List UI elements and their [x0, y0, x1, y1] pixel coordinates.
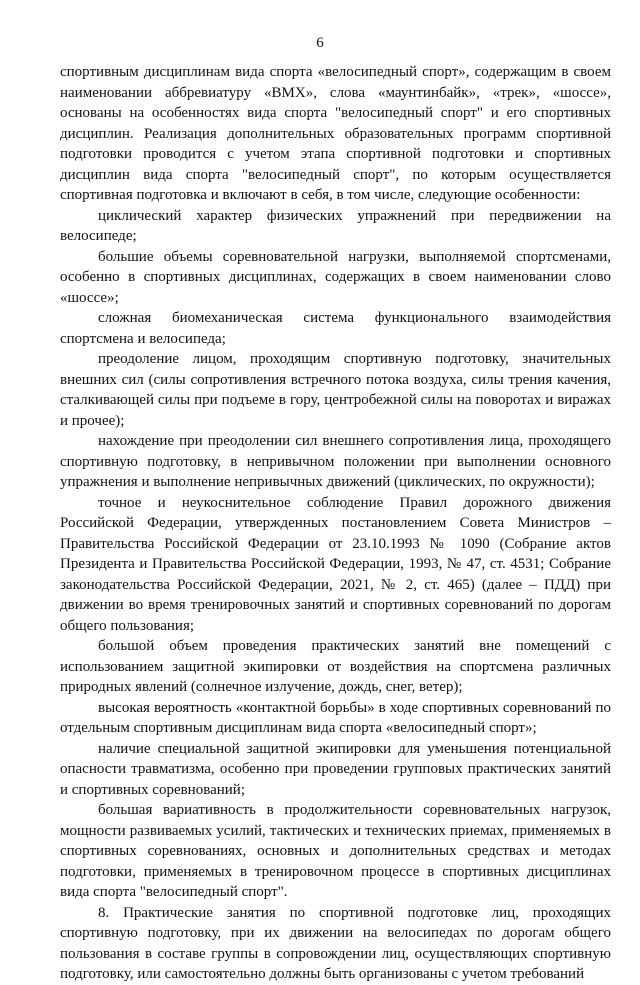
- paragraph-cyclic-character: циклический характер физических упражнений при передвижении на велосипеде;: [60, 207, 611, 244]
- paragraph-traffic-rules: точное и неукоснительное соблюдение Правил дорожного движения Российской Федерации, утвержденных постановлением Совета Министров – Правительства Российской Федерации от 23.10.1993 № 1090 (Собрание актов Президента и Правительства Российской Федерации, 1993, № 47, ст. 4531; Собрание законодательства Российской Федерации, 2021, № 2, ст. 465) (далее – ПДД) при движении во время тренировочных занятий и спортивных соревнований по дорогам общего пользования;: [60, 494, 611, 634]
- paragraph-outdoor-sessions: большой объем проведения практических занятий вне помещений с использованием защитной экипировки от воздействия на спортсмена различных природных явлений (солнечное излучение, дождь, снег, ветер);: [60, 638, 611, 695]
- paragraph-section-8: 8. Практические занятия по спортивной подготовке лиц, проходящих спортивную подготовку, при их движении на велосипедах по дорогам общего пользования в составе группы в сопровождении лиц, осуществляющих спортивную подготовку, или самостоятельно должны быть организованы с учетом требований: [60, 904, 611, 982]
- paragraph-biomechanical-system: сложная биомеханическая система функционального взаимодействия спортсмена и велосипеда;: [60, 310, 611, 347]
- paragraph-unusual-position: нахождение при преодолении сил внешнего сопротивления лица, проходящего спортивную подготовку, в непривычном положении при выполнении основного упражнения и выполнение непривычных движений (циклических, по окружности);: [60, 433, 611, 490]
- paragraph-competitive-load: большие объемы соревновательной нагрузки, выполняемой спортсменами, особенно в спортивных дисциплинах, содержащих в своем наименовании слово «шоссе»;: [60, 248, 611, 306]
- document-body: [60, 62, 611, 985]
- paragraph-external-forces: преодоление лицом, проходящим спортивную подготовку, значительных внешних сил (силы сопротивления встречного потока воздуха, силы трения качения, сталкивающей силы при подъеме в гору, центробежной силы на поворотах и виражах и прочее);: [60, 351, 611, 429]
- paragraph-protective-equipment: наличие специальной защитной экипировки для уменьшения потенциальной опасности травматизма, особенно при проведении групповых практических занятий и спортивных соревнований;: [60, 740, 611, 798]
- paragraph-continuation: спортивным дисциплинам вида спорта «велосипедный спорт», содержащим в своем наименовании аббревиатуру «BMX», слова «маунтинбайк», «трек», «шоссе», основаны на особенностях вида спорта "велосипедный спорт" и его спортивных дисциплин. Реализация дополнительных образовательных программ спортивной подготовки проводится с учетом этапа спортивной подготовки и спортивных дисциплин вида спорта "велосипедный спорт", по которым осуществляется спортивная подготовка и включают в себя, в том числе, следующие особенности:: [60, 64, 611, 203]
- paragraph-variability: большая вариативность в продолжительности соревновательных нагрузок, мощности развиваемых усилий, тактических и технических приемах, применяемых в спортивных соревнованиях, основных и дополнительных средствах и методах подготовки, применяемых в тренировочном процессе в спортивных дисциплинах вида спорта "велосипедный спорт".: [60, 802, 611, 900]
- page-number: 6: [316, 35, 324, 51]
- paragraph-contact-struggle: высокая вероятность «контактной борьбы» в ходе спортивных соревнований по отдельным спортивным дисциплинам вида спорта «велосипедный спорт»;: [60, 699, 611, 736]
